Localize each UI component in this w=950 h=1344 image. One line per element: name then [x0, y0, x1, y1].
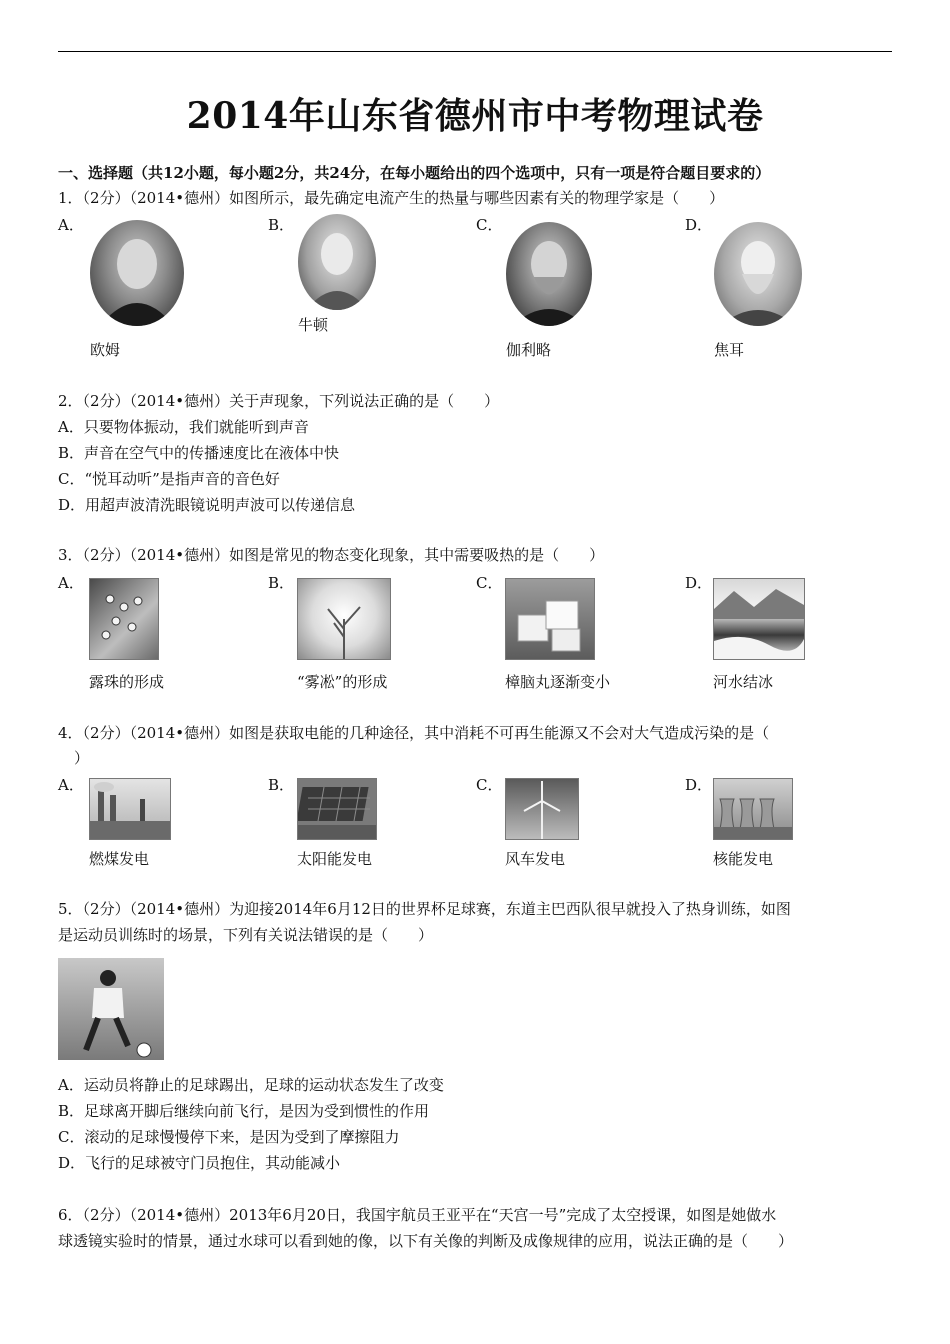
- q4-caption-b: 太阳能发电: [297, 850, 373, 868]
- coal-power-plant-image: [89, 778, 171, 840]
- q3-option-b-letter: B．: [268, 574, 295, 592]
- q4-option-c-letter: C．: [476, 776, 503, 794]
- q3-caption-a: 露珠的形成: [89, 673, 165, 691]
- portrait-ohm-image: [90, 220, 184, 326]
- q1-caption-ohm: 欧姆: [90, 341, 121, 359]
- football-player-image: [58, 958, 164, 1060]
- q3-option-a-letter: A．: [58, 574, 84, 592]
- portrait-galileo-image: [506, 222, 592, 326]
- river-ice-image: [713, 578, 805, 660]
- q2-option-a: A．只要物体振动，我们就能听到声音: [58, 418, 309, 436]
- q2-option-b: B．声音在空气中的传播速度比在液体中快: [58, 444, 340, 462]
- q5-stem-line1: 5．（2分）（2014•德州）为迎接2014年6月12日的世界杯足球赛，东道主巴西队很早就投入了热身训练，如图: [58, 900, 791, 918]
- q6-stem-line2: 球透镜实验时的情景，通过水球可以看到她的像，以下有关像的判断及成像规律的应用，说法正确的是（ ）: [58, 1232, 794, 1250]
- portrait-newton-image: [298, 214, 376, 310]
- portrait-joule-image: [714, 222, 802, 326]
- wind-turbine-image: [505, 778, 579, 840]
- header-rule: [58, 51, 892, 52]
- solar-panels-image: [297, 778, 377, 840]
- q5-option-b: B．足球离开脚后继续向前飞行，是因为受到惯性的作用: [58, 1102, 430, 1120]
- q3-caption-b: “雾凇”的形成: [297, 673, 388, 691]
- rime-tree-image: [297, 578, 391, 660]
- q3-caption-d: 河水结冰: [713, 673, 774, 691]
- q1-option-d-letter: D．: [685, 216, 713, 234]
- q1-option-c-letter: C．: [476, 216, 503, 234]
- q1-stem: 1．（2分）（2014•德州）如图所示，最先确定电流产生的热量与哪些因素有关的物理学家是（ ）: [58, 189, 725, 207]
- q5-option-c: C．滚动的足球慢慢停下来，是因为受到了摩擦阻力: [58, 1128, 400, 1146]
- q4-option-d-letter: D．: [685, 776, 713, 794]
- q5-option-a: A．运动员将静止的足球踢出，足球的运动状态发生了改变: [58, 1076, 444, 1094]
- q4-caption-c: 风车发电: [505, 850, 566, 868]
- q1-caption-newton: 牛顿: [298, 316, 329, 334]
- q2-stem: 2．（2分）（2014•德州）关于声现象，下列说法正确的是（ ）: [58, 392, 500, 410]
- q2-option-d: D．用超声波清洗眼镜说明声波可以传递信息: [58, 496, 356, 514]
- nuclear-plant-image: [713, 778, 793, 840]
- q4-option-b-letter: B．: [268, 776, 295, 794]
- q5-option-d: D．飞行的足球被守门员抱住，其动能减小: [58, 1154, 341, 1172]
- q1-caption-galileo: 伽利略: [506, 341, 552, 359]
- q5-stem-line2: 是运动员训练时的场景，下列有关说法错误的是（ ）: [58, 926, 434, 944]
- q4-stem-line2: ）: [74, 749, 90, 767]
- page-title: 2014年山东省德州市中考物理试卷: [186, 95, 764, 137]
- q1-caption-joule: 焦耳: [714, 341, 745, 359]
- camphor-balls-image: [505, 578, 595, 660]
- q3-option-c-letter: C．: [476, 574, 503, 592]
- dew-drops-image: [89, 578, 159, 660]
- q4-option-a-letter: A．: [58, 776, 84, 794]
- q1-option-a-letter: A．: [58, 216, 84, 234]
- q4-caption-d: 核能发电: [713, 850, 774, 868]
- q6-stem-line1: 6．（2分）（2014•德州）2013年6月20日，我国宇航员王亚平在“天宫一号”完成了太空授课，如图是她做水: [58, 1206, 777, 1224]
- q3-stem: 3．（2分）（2014•德州）如图是常见的物态变化现象，其中需要吸热的是（ ）: [58, 546, 605, 564]
- q1-option-b-letter: B．: [268, 216, 295, 234]
- q3-option-d-letter: D．: [685, 574, 713, 592]
- section-heading: 一、选择题（共12小题，每小题2分，共24分，在每小题给出的四个选项中，只有一项是符合题目要求的）: [58, 164, 771, 182]
- q3-caption-c: 樟脑丸逐渐变小: [505, 673, 611, 691]
- q2-option-c: C．“悦耳动听”是指声音的音色好: [58, 470, 280, 488]
- q4-stem-line1: 4．（2分）（2014•德州）如图是获取电能的几种途径，其中消耗不可再生能源又不会对大气造成污染的是（: [58, 724, 770, 742]
- q4-caption-a: 燃煤发电: [89, 850, 150, 868]
